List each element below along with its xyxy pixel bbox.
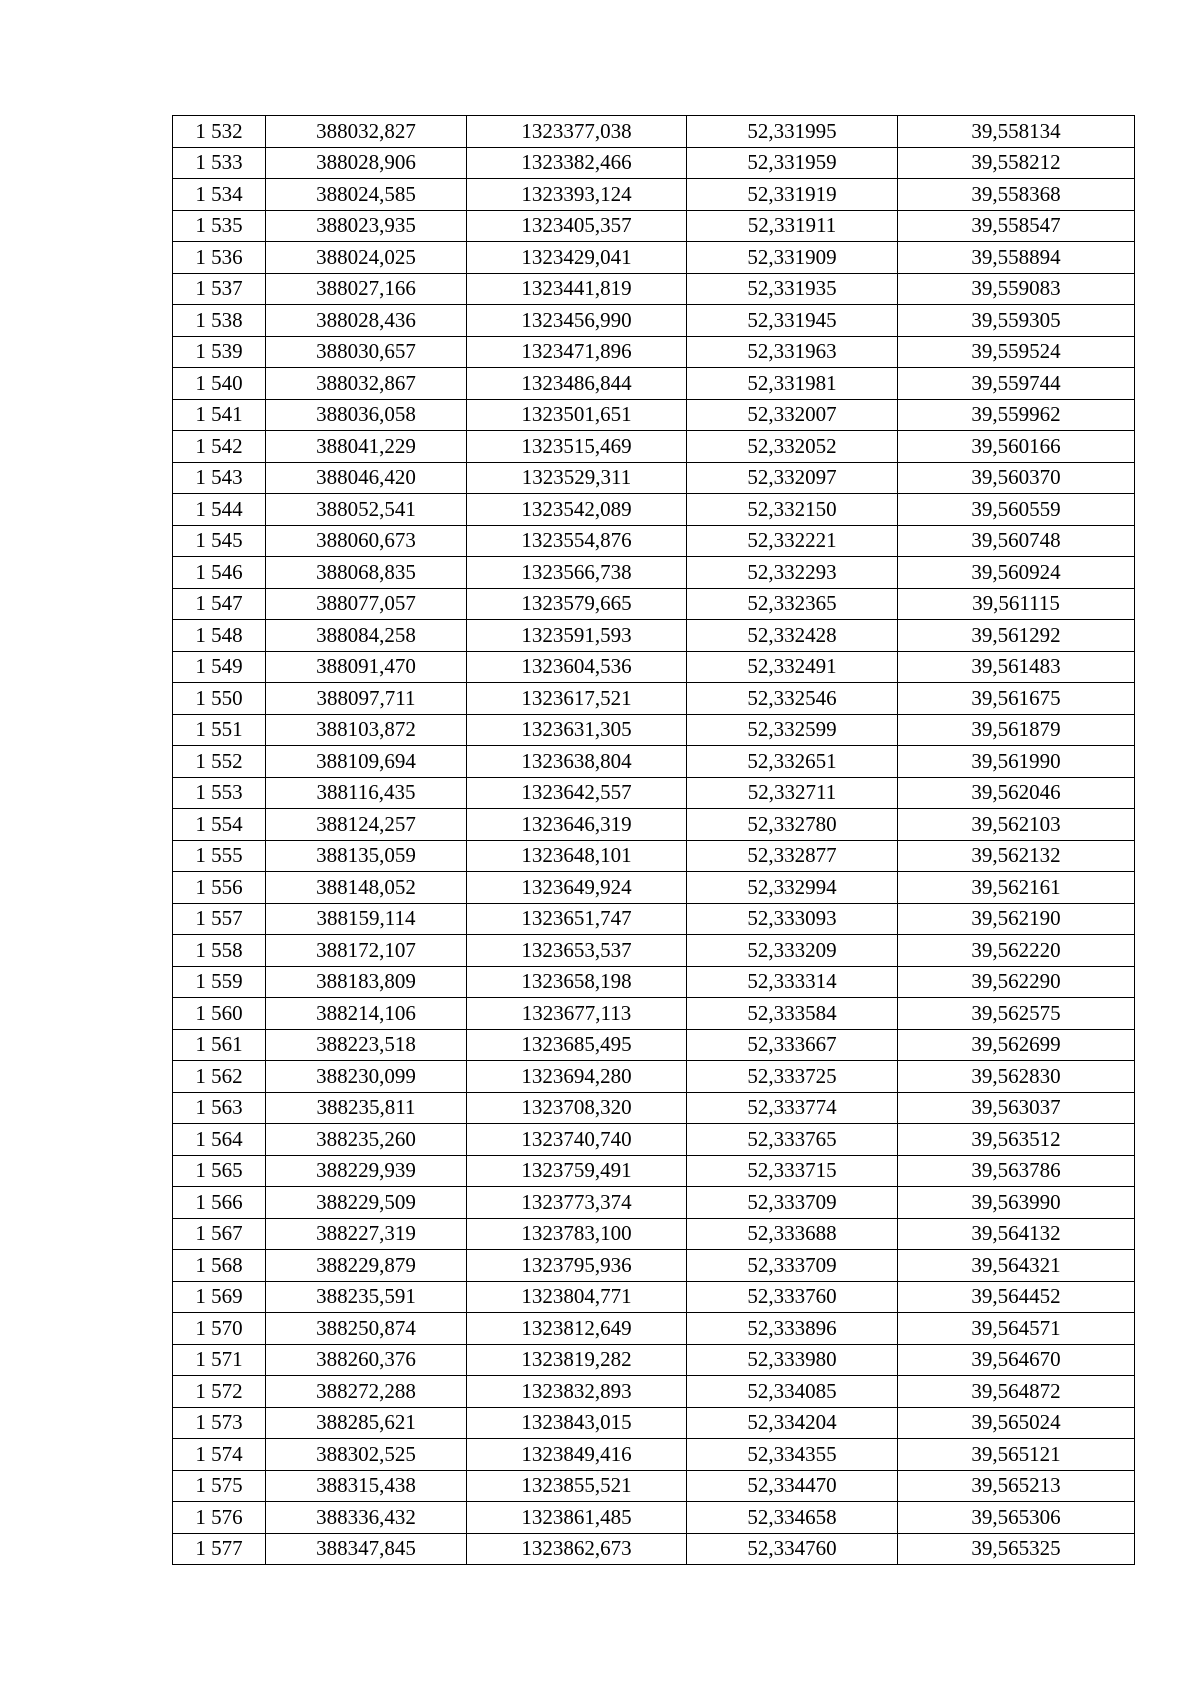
table-row (173, 1376, 1135, 1408)
point-number-cell: 1 538 (173, 305, 266, 337)
y-coordinate-cell: 1323648,101 (467, 840, 687, 872)
y-coordinate-cell: 1323393,124 (467, 179, 687, 211)
y-coordinate-cell: 1323642,557 (467, 777, 687, 809)
latitude-cell: 52,332221 (687, 525, 898, 557)
latitude-cell: 52,331919 (687, 179, 898, 211)
longitude-cell: 39,561483 (898, 651, 1135, 683)
table-row (173, 368, 1135, 400)
longitude-cell: 39,563786 (898, 1155, 1135, 1187)
longitude-cell: 39,565121 (898, 1439, 1135, 1471)
point-number-cell: 1 551 (173, 714, 266, 746)
y-coordinate-cell: 1323579,665 (467, 588, 687, 620)
point-number-cell: 1 536 (173, 242, 266, 274)
latitude-cell: 52,334085 (687, 1376, 898, 1408)
latitude-cell: 52,332546 (687, 683, 898, 715)
table-row (173, 399, 1135, 431)
longitude-cell: 39,558212 (898, 147, 1135, 179)
point-number-cell: 1 574 (173, 1439, 266, 1471)
point-number-cell: 1 568 (173, 1250, 266, 1282)
point-number-cell: 1 537 (173, 273, 266, 305)
latitude-cell: 52,333896 (687, 1313, 898, 1345)
point-number-cell: 1 556 (173, 872, 266, 904)
latitude-cell: 52,333688 (687, 1218, 898, 1250)
latitude-cell: 52,333980 (687, 1344, 898, 1376)
y-coordinate-cell: 1323456,990 (467, 305, 687, 337)
latitude-cell: 52,331995 (687, 116, 898, 148)
latitude-cell: 52,333209 (687, 935, 898, 967)
table-row (173, 179, 1135, 211)
y-coordinate-cell: 1323694,280 (467, 1061, 687, 1093)
table-row (173, 1313, 1135, 1345)
longitude-cell: 39,558134 (898, 116, 1135, 148)
y-coordinate-cell: 1323501,651 (467, 399, 687, 431)
y-coordinate-cell: 1323653,537 (467, 935, 687, 967)
latitude-cell: 52,331935 (687, 273, 898, 305)
point-number-cell: 1 546 (173, 557, 266, 589)
y-coordinate-cell: 1323591,593 (467, 620, 687, 652)
x-coordinate-cell: 388027,166 (266, 273, 467, 305)
latitude-cell: 52,334658 (687, 1502, 898, 1534)
point-number-cell: 1 555 (173, 840, 266, 872)
latitude-cell: 52,333760 (687, 1281, 898, 1313)
latitude-cell: 52,332877 (687, 840, 898, 872)
longitude-cell: 39,563037 (898, 1092, 1135, 1124)
longitude-cell: 39,565325 (898, 1533, 1135, 1565)
x-coordinate-cell: 388116,435 (266, 777, 467, 809)
table-row (173, 746, 1135, 778)
longitude-cell: 39,562830 (898, 1061, 1135, 1093)
y-coordinate-cell: 1323617,521 (467, 683, 687, 715)
y-coordinate-cell: 1323405,357 (467, 210, 687, 242)
table-row (173, 935, 1135, 967)
latitude-cell: 52,332097 (687, 462, 898, 494)
y-coordinate-cell: 1323812,649 (467, 1313, 687, 1345)
latitude-cell: 52,332711 (687, 777, 898, 809)
y-coordinate-cell: 1323471,896 (467, 336, 687, 368)
table-row (173, 1061, 1135, 1093)
x-coordinate-cell: 388097,711 (266, 683, 467, 715)
longitude-cell: 39,561115 (898, 588, 1135, 620)
x-coordinate-cell: 388315,438 (266, 1470, 467, 1502)
table-row (173, 903, 1135, 935)
y-coordinate-cell: 1323832,893 (467, 1376, 687, 1408)
latitude-cell: 52,333774 (687, 1092, 898, 1124)
latitude-cell: 52,331911 (687, 210, 898, 242)
table-row (173, 809, 1135, 841)
x-coordinate-cell: 388285,621 (266, 1407, 467, 1439)
point-number-cell: 1 569 (173, 1281, 266, 1313)
latitude-cell: 52,332491 (687, 651, 898, 683)
y-coordinate-cell: 1323529,311 (467, 462, 687, 494)
coordinates-table-body (173, 116, 1135, 1565)
latitude-cell: 52,331909 (687, 242, 898, 274)
latitude-cell: 52,331959 (687, 147, 898, 179)
table-row (173, 1502, 1135, 1534)
x-coordinate-cell: 388229,879 (266, 1250, 467, 1282)
table-row (173, 1218, 1135, 1250)
longitude-cell: 39,562132 (898, 840, 1135, 872)
point-number-cell: 1 562 (173, 1061, 266, 1093)
latitude-cell: 52,332052 (687, 431, 898, 463)
table-row (173, 210, 1135, 242)
point-number-cell: 1 534 (173, 179, 266, 211)
x-coordinate-cell: 388036,058 (266, 399, 467, 431)
longitude-cell: 39,562190 (898, 903, 1135, 935)
latitude-cell: 52,331945 (687, 305, 898, 337)
latitude-cell: 52,331981 (687, 368, 898, 400)
longitude-cell: 39,559962 (898, 399, 1135, 431)
latitude-cell: 52,332599 (687, 714, 898, 746)
x-coordinate-cell: 388235,591 (266, 1281, 467, 1313)
y-coordinate-cell: 1323515,469 (467, 431, 687, 463)
x-coordinate-cell: 388223,518 (266, 1029, 467, 1061)
point-number-cell: 1 575 (173, 1470, 266, 1502)
x-coordinate-cell: 388336,432 (266, 1502, 467, 1534)
latitude-cell: 52,333093 (687, 903, 898, 935)
x-coordinate-cell: 388124,257 (266, 809, 467, 841)
point-number-cell: 1 549 (173, 651, 266, 683)
longitude-cell: 39,562103 (898, 809, 1135, 841)
longitude-cell: 39,559083 (898, 273, 1135, 305)
point-number-cell: 1 544 (173, 494, 266, 526)
table-row (173, 242, 1135, 274)
longitude-cell: 39,559744 (898, 368, 1135, 400)
y-coordinate-cell: 1323377,038 (467, 116, 687, 148)
longitude-cell: 39,561990 (898, 746, 1135, 778)
longitude-cell: 39,561879 (898, 714, 1135, 746)
longitude-cell: 39,564571 (898, 1313, 1135, 1345)
x-coordinate-cell: 388183,809 (266, 966, 467, 998)
latitude-cell: 52,332293 (687, 557, 898, 589)
y-coordinate-cell: 1323429,041 (467, 242, 687, 274)
point-number-cell: 1 548 (173, 620, 266, 652)
point-number-cell: 1 539 (173, 336, 266, 368)
x-coordinate-cell: 388148,052 (266, 872, 467, 904)
point-number-cell: 1 572 (173, 1376, 266, 1408)
x-coordinate-cell: 388103,872 (266, 714, 467, 746)
table-row (173, 714, 1135, 746)
latitude-cell: 52,333709 (687, 1187, 898, 1219)
longitude-cell: 39,565024 (898, 1407, 1135, 1439)
point-number-cell: 1 564 (173, 1124, 266, 1156)
table-row (173, 1187, 1135, 1219)
table-row (173, 557, 1135, 589)
table-row (173, 336, 1135, 368)
table-row (173, 116, 1135, 148)
latitude-cell: 52,333709 (687, 1250, 898, 1282)
point-number-cell: 1 552 (173, 746, 266, 778)
longitude-cell: 39,560924 (898, 557, 1135, 589)
x-coordinate-cell: 388229,509 (266, 1187, 467, 1219)
latitude-cell: 52,333314 (687, 966, 898, 998)
x-coordinate-cell: 388023,935 (266, 210, 467, 242)
table-row (173, 998, 1135, 1030)
x-coordinate-cell: 388227,319 (266, 1218, 467, 1250)
point-number-cell: 1 540 (173, 368, 266, 400)
latitude-cell: 52,332007 (687, 399, 898, 431)
x-coordinate-cell: 388060,673 (266, 525, 467, 557)
point-number-cell: 1 571 (173, 1344, 266, 1376)
longitude-cell: 39,562290 (898, 966, 1135, 998)
table-row (173, 1124, 1135, 1156)
table-row (173, 620, 1135, 652)
point-number-cell: 1 559 (173, 966, 266, 998)
longitude-cell: 39,564670 (898, 1344, 1135, 1376)
table-row (173, 1092, 1135, 1124)
x-coordinate-cell: 388077,057 (266, 588, 467, 620)
longitude-cell: 39,562220 (898, 935, 1135, 967)
point-number-cell: 1 550 (173, 683, 266, 715)
longitude-cell: 39,562699 (898, 1029, 1135, 1061)
y-coordinate-cell: 1323658,198 (467, 966, 687, 998)
y-coordinate-cell: 1323862,673 (467, 1533, 687, 1565)
table-row (173, 525, 1135, 557)
longitude-cell: 39,564321 (898, 1250, 1135, 1282)
latitude-cell: 52,333584 (687, 998, 898, 1030)
x-coordinate-cell: 388214,106 (266, 998, 467, 1030)
latitude-cell: 52,332150 (687, 494, 898, 526)
table-row (173, 494, 1135, 526)
latitude-cell: 52,334760 (687, 1533, 898, 1565)
table-row (173, 1029, 1135, 1061)
longitude-cell: 39,561675 (898, 683, 1135, 715)
x-coordinate-cell: 388250,874 (266, 1313, 467, 1345)
latitude-cell: 52,334204 (687, 1407, 898, 1439)
latitude-cell: 52,333765 (687, 1124, 898, 1156)
x-coordinate-cell: 388024,025 (266, 242, 467, 274)
x-coordinate-cell: 388135,059 (266, 840, 467, 872)
point-number-cell: 1 554 (173, 809, 266, 841)
point-number-cell: 1 576 (173, 1502, 266, 1534)
table-row (173, 1470, 1135, 1502)
point-number-cell: 1 565 (173, 1155, 266, 1187)
y-coordinate-cell: 1323759,491 (467, 1155, 687, 1187)
point-number-cell: 1 543 (173, 462, 266, 494)
y-coordinate-cell: 1323604,536 (467, 651, 687, 683)
y-coordinate-cell: 1323783,100 (467, 1218, 687, 1250)
x-coordinate-cell: 388084,258 (266, 620, 467, 652)
point-number-cell: 1 558 (173, 935, 266, 967)
point-number-cell: 1 535 (173, 210, 266, 242)
longitude-cell: 39,564452 (898, 1281, 1135, 1313)
latitude-cell: 52,334355 (687, 1439, 898, 1471)
x-coordinate-cell: 388235,811 (266, 1092, 467, 1124)
table-row (173, 1250, 1135, 1282)
x-coordinate-cell: 388068,835 (266, 557, 467, 589)
latitude-cell: 52,332428 (687, 620, 898, 652)
y-coordinate-cell: 1323486,844 (467, 368, 687, 400)
table-row (173, 588, 1135, 620)
y-coordinate-cell: 1323740,740 (467, 1124, 687, 1156)
longitude-cell: 39,562575 (898, 998, 1135, 1030)
point-number-cell: 1 553 (173, 777, 266, 809)
y-coordinate-cell: 1323382,466 (467, 147, 687, 179)
coordinates-table (172, 115, 1135, 1565)
y-coordinate-cell: 1323441,819 (467, 273, 687, 305)
table-row (173, 1407, 1135, 1439)
y-coordinate-cell: 1323542,089 (467, 494, 687, 526)
longitude-cell: 39,563990 (898, 1187, 1135, 1219)
x-coordinate-cell: 388024,585 (266, 179, 467, 211)
latitude-cell: 52,333715 (687, 1155, 898, 1187)
point-number-cell: 1 532 (173, 116, 266, 148)
point-number-cell: 1 533 (173, 147, 266, 179)
latitude-cell: 52,333667 (687, 1029, 898, 1061)
longitude-cell: 39,564132 (898, 1218, 1135, 1250)
longitude-cell: 39,560370 (898, 462, 1135, 494)
y-coordinate-cell: 1323819,282 (467, 1344, 687, 1376)
longitude-cell: 39,558894 (898, 242, 1135, 274)
longitude-cell: 39,559524 (898, 336, 1135, 368)
y-coordinate-cell: 1323631,305 (467, 714, 687, 746)
table-row (173, 1533, 1135, 1565)
x-coordinate-cell: 388109,694 (266, 746, 467, 778)
y-coordinate-cell: 1323795,936 (467, 1250, 687, 1282)
y-coordinate-cell: 1323685,495 (467, 1029, 687, 1061)
x-coordinate-cell: 388230,099 (266, 1061, 467, 1093)
table-row (173, 1344, 1135, 1376)
table-row (173, 1281, 1135, 1313)
x-coordinate-cell: 388159,114 (266, 903, 467, 935)
point-number-cell: 1 577 (173, 1533, 266, 1565)
point-number-cell: 1 557 (173, 903, 266, 935)
point-number-cell: 1 566 (173, 1187, 266, 1219)
table-row (173, 273, 1135, 305)
longitude-cell: 39,562161 (898, 872, 1135, 904)
y-coordinate-cell: 1323649,924 (467, 872, 687, 904)
x-coordinate-cell: 388052,541 (266, 494, 467, 526)
y-coordinate-cell: 1323843,015 (467, 1407, 687, 1439)
y-coordinate-cell: 1323677,113 (467, 998, 687, 1030)
longitude-cell: 39,564872 (898, 1376, 1135, 1408)
longitude-cell: 39,565306 (898, 1502, 1135, 1534)
table-row (173, 1439, 1135, 1471)
point-number-cell: 1 542 (173, 431, 266, 463)
x-coordinate-cell: 388091,470 (266, 651, 467, 683)
x-coordinate-cell: 388272,288 (266, 1376, 467, 1408)
longitude-cell: 39,560748 (898, 525, 1135, 557)
y-coordinate-cell: 1323708,320 (467, 1092, 687, 1124)
y-coordinate-cell: 1323638,804 (467, 746, 687, 778)
table-row (173, 966, 1135, 998)
latitude-cell: 52,333725 (687, 1061, 898, 1093)
longitude-cell: 39,559305 (898, 305, 1135, 337)
x-coordinate-cell: 388032,867 (266, 368, 467, 400)
table-row (173, 777, 1135, 809)
longitude-cell: 39,561292 (898, 620, 1135, 652)
longitude-cell: 39,560166 (898, 431, 1135, 463)
longitude-cell: 39,562046 (898, 777, 1135, 809)
longitude-cell: 39,558368 (898, 179, 1135, 211)
x-coordinate-cell: 388032,827 (266, 116, 467, 148)
x-coordinate-cell: 388302,525 (266, 1439, 467, 1471)
point-number-cell: 1 545 (173, 525, 266, 557)
longitude-cell: 39,560559 (898, 494, 1135, 526)
point-number-cell: 1 547 (173, 588, 266, 620)
point-number-cell: 1 560 (173, 998, 266, 1030)
point-number-cell: 1 541 (173, 399, 266, 431)
table-row (173, 651, 1135, 683)
y-coordinate-cell: 1323651,747 (467, 903, 687, 935)
longitude-cell: 39,563512 (898, 1124, 1135, 1156)
x-coordinate-cell: 388235,260 (266, 1124, 467, 1156)
table-row (173, 1155, 1135, 1187)
x-coordinate-cell: 388030,657 (266, 336, 467, 368)
latitude-cell: 52,332780 (687, 809, 898, 841)
point-number-cell: 1 573 (173, 1407, 266, 1439)
longitude-cell: 39,565213 (898, 1470, 1135, 1502)
x-coordinate-cell: 388046,420 (266, 462, 467, 494)
x-coordinate-cell: 388028,436 (266, 305, 467, 337)
y-coordinate-cell: 1323554,876 (467, 525, 687, 557)
latitude-cell: 52,332651 (687, 746, 898, 778)
point-number-cell: 1 563 (173, 1092, 266, 1124)
x-coordinate-cell: 388172,107 (266, 935, 467, 967)
y-coordinate-cell: 1323804,771 (467, 1281, 687, 1313)
latitude-cell: 52,331963 (687, 336, 898, 368)
x-coordinate-cell: 388347,845 (266, 1533, 467, 1565)
longitude-cell: 39,558547 (898, 210, 1135, 242)
latitude-cell: 52,332994 (687, 872, 898, 904)
x-coordinate-cell: 388260,376 (266, 1344, 467, 1376)
latitude-cell: 52,332365 (687, 588, 898, 620)
x-coordinate-cell: 388229,939 (266, 1155, 467, 1187)
table-row (173, 147, 1135, 179)
table-row (173, 462, 1135, 494)
table-row (173, 872, 1135, 904)
latitude-cell: 52,334470 (687, 1470, 898, 1502)
y-coordinate-cell: 1323773,374 (467, 1187, 687, 1219)
y-coordinate-cell: 1323861,485 (467, 1502, 687, 1534)
x-coordinate-cell: 388041,229 (266, 431, 467, 463)
x-coordinate-cell: 388028,906 (266, 147, 467, 179)
y-coordinate-cell: 1323566,738 (467, 557, 687, 589)
point-number-cell: 1 570 (173, 1313, 266, 1345)
point-number-cell: 1 567 (173, 1218, 266, 1250)
y-coordinate-cell: 1323646,319 (467, 809, 687, 841)
y-coordinate-cell: 1323855,521 (467, 1470, 687, 1502)
y-coordinate-cell: 1323849,416 (467, 1439, 687, 1471)
point-number-cell: 1 561 (173, 1029, 266, 1061)
table-row (173, 431, 1135, 463)
table-row (173, 840, 1135, 872)
table-row (173, 683, 1135, 715)
table-row (173, 305, 1135, 337)
